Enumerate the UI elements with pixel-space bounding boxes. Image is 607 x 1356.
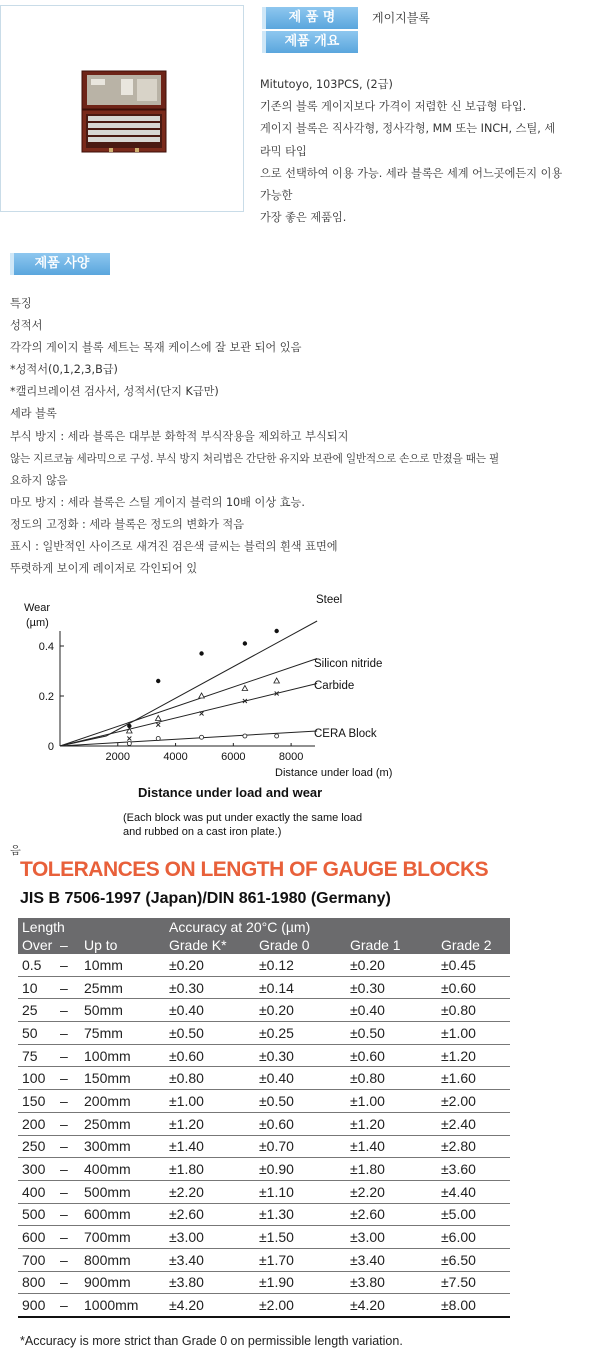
cell-grade-0: ±0.70 bbox=[255, 1135, 346, 1158]
cell-over: 800 bbox=[18, 1271, 56, 1294]
cell-grade-1: ±0.30 bbox=[346, 976, 437, 999]
cell-grade-k: ±0.40 bbox=[165, 999, 255, 1022]
cell-grade-2: ±0.45 bbox=[437, 954, 510, 976]
spec-line: 않는 지르코늄 세라믹으로 구성. 부식 방지 처리법은 간단한 유지와 보관에 일반적으로 손으로 만졌을 때는 필 bbox=[10, 452, 499, 465]
cell-over: 100 bbox=[18, 1067, 56, 1090]
spec-line: 성적서 bbox=[10, 319, 43, 333]
cell-grade-0: ±0.12 bbox=[255, 954, 346, 976]
cell-grade-2: ±0.80 bbox=[437, 999, 510, 1022]
cell-grade-1: ±1.40 bbox=[346, 1135, 437, 1158]
table-header-row bbox=[18, 936, 510, 954]
cell-grade-2: ±1.20 bbox=[437, 1044, 510, 1067]
overview-line: Mitutoyo, 103PCS, (2급) bbox=[260, 78, 393, 91]
cell-grade-2: ±1.60 bbox=[437, 1067, 510, 1090]
cell-grade-1: ±0.50 bbox=[346, 1022, 437, 1045]
cell-dash: – bbox=[56, 1158, 80, 1181]
cell-dash: – bbox=[56, 1112, 80, 1135]
data-point bbox=[156, 737, 160, 741]
cell-over: 75 bbox=[18, 1044, 56, 1067]
overview-line: 으로 선택하여 이용 가능. 세라 블록은 세계 어느곳에든지 이용 bbox=[260, 166, 563, 180]
cell-grade-k: ±0.60 bbox=[165, 1044, 255, 1067]
cell-grade-1: ±2.60 bbox=[346, 1203, 437, 1226]
cell-grade-2: ±2.40 bbox=[437, 1112, 510, 1135]
cell-over: 700 bbox=[18, 1248, 56, 1271]
cell-over: 10 bbox=[18, 976, 56, 999]
chart-axes bbox=[60, 631, 315, 746]
product-spec-label: 제품 사양 bbox=[10, 253, 110, 275]
header-grade-2: Grade 2 bbox=[437, 936, 510, 954]
tolerances-subtitle: JIS B 7506-1997 (Japan)/DIN 861-1980 (Germany) bbox=[20, 890, 391, 907]
product-name-value: 게이지블록 bbox=[372, 11, 430, 25]
cell-up-to: 900mm bbox=[80, 1271, 165, 1294]
cell-grade-1: ±1.20 bbox=[346, 1112, 437, 1135]
table-row bbox=[18, 1135, 510, 1158]
cell-dash: – bbox=[56, 1022, 80, 1045]
data-point bbox=[155, 716, 161, 721]
table-row bbox=[18, 954, 510, 976]
cell-grade-2: ±6.00 bbox=[437, 1226, 510, 1249]
data-point bbox=[199, 651, 203, 655]
y-axis-label: (µm) bbox=[26, 617, 49, 629]
overview-line: 기존의 블록 게이지보다 가격이 저렴한 신 보급형 타입. bbox=[260, 100, 527, 114]
cell-grade-0: ±1.90 bbox=[255, 1271, 346, 1294]
cell-over: 200 bbox=[18, 1112, 56, 1135]
cell-grade-k: ±4.20 bbox=[165, 1294, 255, 1317]
series-label: Silicon nitride bbox=[314, 658, 383, 670]
cell-grade-0: ±0.30 bbox=[255, 1044, 346, 1067]
table-row bbox=[18, 1203, 510, 1226]
table-row bbox=[18, 1226, 510, 1249]
cell-grade-0: ±1.70 bbox=[255, 1248, 346, 1271]
cell-dash: – bbox=[56, 999, 80, 1022]
cell-grade-k: ±1.20 bbox=[165, 1112, 255, 1135]
header-grade-k: Grade K* bbox=[165, 936, 255, 954]
tolerances-title: TOLERANCES ON LENGTH OF GAUGE BLOCKS bbox=[20, 858, 489, 881]
cell-grade-0: ±0.20 bbox=[255, 999, 346, 1022]
chart-caption: (Each block was put under exactly the same load bbox=[123, 812, 363, 824]
spec-text bbox=[10, 293, 605, 580]
cell-grade-0: ±0.40 bbox=[255, 1067, 346, 1090]
cell-dash: – bbox=[56, 1180, 80, 1203]
cell-grade-1: ±2.20 bbox=[346, 1180, 437, 1203]
data-point bbox=[275, 734, 279, 738]
header-length: Length bbox=[18, 918, 165, 936]
cell-grade-k: ±0.20 bbox=[165, 954, 255, 976]
cell-grade-1: ±3.80 bbox=[346, 1271, 437, 1294]
table-row bbox=[18, 1090, 510, 1113]
cell-grade-k: ±2.20 bbox=[165, 1180, 255, 1203]
cell-grade-1: ±3.00 bbox=[346, 1226, 437, 1249]
cell-grade-2: ±1.00 bbox=[437, 1022, 510, 1045]
overview-line: 가장 좋은 제품임. bbox=[260, 211, 347, 225]
gauge-block-case-image bbox=[81, 70, 167, 154]
cell-grade-k: ±3.80 bbox=[165, 1271, 255, 1294]
cell-up-to: 1000mm bbox=[80, 1294, 165, 1317]
spec-line: 특징 bbox=[10, 297, 32, 310]
data-point bbox=[200, 735, 204, 739]
y-tick-label: 0 bbox=[47, 741, 54, 753]
cell-grade-k: ±1.40 bbox=[165, 1135, 255, 1158]
cell-dash: – bbox=[56, 1090, 80, 1113]
cell-grade-2: ±4.40 bbox=[437, 1180, 510, 1203]
spec-line: 마모 방지 : 세라 블록은 스틸 게이지 블럭의 10배 이상 효능. bbox=[10, 495, 305, 509]
spec-line: 요하지 않음 bbox=[10, 473, 68, 487]
cell-grade-0: ±0.14 bbox=[255, 976, 346, 999]
chart-title: Distance under load and wear bbox=[138, 785, 323, 800]
cell-over: 25 bbox=[18, 999, 56, 1022]
series-line bbox=[60, 621, 317, 746]
cell-up-to: 250mm bbox=[80, 1112, 165, 1135]
cell-grade-0: ±1.10 bbox=[255, 1180, 346, 1203]
series-label: Steel bbox=[316, 594, 343, 606]
cell-dash: – bbox=[56, 1294, 80, 1317]
spec-line: 정도의 고정화 : 세라 블록은 정도의 변화가 적음 bbox=[10, 517, 244, 531]
data-point bbox=[199, 693, 205, 698]
spec-line: 표시 : 일반적인 사이즈로 새겨진 검은색 글씨는 블럭의 흰색 표면에 bbox=[10, 540, 338, 554]
overview-line: 라믹 타입 bbox=[260, 144, 307, 158]
data-point bbox=[243, 641, 247, 645]
cell-dash: – bbox=[56, 1067, 80, 1090]
cell-up-to: 10mm bbox=[80, 954, 165, 976]
cell-up-to: 400mm bbox=[80, 1158, 165, 1181]
series-label: CERA Block bbox=[314, 728, 377, 740]
chart-caption: and rubbed on a cast iron plate.) bbox=[123, 826, 282, 838]
cell-up-to: 800mm bbox=[80, 1248, 165, 1271]
header-grade-0: Grade 0 bbox=[255, 936, 346, 954]
cell-over: 400 bbox=[18, 1180, 56, 1203]
table-row bbox=[18, 1158, 510, 1181]
spec-trailing-char: 음 bbox=[10, 844, 21, 857]
cell-grade-k: ±1.00 bbox=[165, 1090, 255, 1113]
cell-grade-1: ±3.40 bbox=[346, 1248, 437, 1271]
x-tick-label: 4000 bbox=[163, 751, 188, 763]
cell-over: 300 bbox=[18, 1158, 56, 1181]
cell-up-to: 150mm bbox=[80, 1067, 165, 1090]
series-label: Carbide bbox=[314, 680, 355, 692]
product-photo-frame bbox=[0, 5, 244, 212]
cell-grade-k: ±2.60 bbox=[165, 1203, 255, 1226]
cell-grade-k: ±1.80 bbox=[165, 1158, 255, 1181]
table-row bbox=[18, 1067, 510, 1090]
cell-grade-2: ±3.60 bbox=[437, 1158, 510, 1181]
cell-grade-0: ±0.50 bbox=[255, 1090, 346, 1113]
cell-dash: – bbox=[56, 976, 80, 999]
cell-grade-2: ±6.50 bbox=[437, 1248, 510, 1271]
table-row bbox=[18, 1112, 510, 1135]
cell-over: 50 bbox=[18, 1022, 56, 1045]
header-accuracy: Accuracy at 20°C (µm) bbox=[165, 918, 510, 936]
data-point bbox=[127, 742, 131, 746]
overview-text bbox=[260, 74, 605, 229]
cell-grade-2: ±2.80 bbox=[437, 1135, 510, 1158]
cell-grade-1: ±1.00 bbox=[346, 1090, 437, 1113]
cell-up-to: 700mm bbox=[80, 1226, 165, 1249]
spec-line: 뚜렷하게 보이게 레이저로 각인되어 있 bbox=[10, 562, 198, 576]
table-row bbox=[18, 1294, 510, 1317]
product-name-label: 제 품 명 bbox=[262, 7, 358, 29]
cell-grade-0: ±1.50 bbox=[255, 1226, 346, 1249]
x-tick-label: 6000 bbox=[221, 751, 246, 763]
cell-grade-0: ±0.60 bbox=[255, 1112, 346, 1135]
table-row bbox=[18, 1271, 510, 1294]
header-up-to: Up to bbox=[80, 936, 165, 954]
cell-grade-1: ±4.20 bbox=[346, 1294, 437, 1317]
cell-grade-2: ±8.00 bbox=[437, 1294, 510, 1317]
data-point bbox=[156, 679, 160, 683]
cell-up-to: 25mm bbox=[80, 976, 165, 999]
cell-grade-2: ±0.60 bbox=[437, 976, 510, 999]
cell-grade-k: ±3.00 bbox=[165, 1226, 255, 1249]
cell-over: 900 bbox=[18, 1294, 56, 1317]
spec-line: 세라 블록 bbox=[10, 407, 57, 421]
chart-text bbox=[24, 594, 392, 838]
data-point bbox=[274, 629, 278, 633]
cell-up-to: 600mm bbox=[80, 1203, 165, 1226]
cell-grade-2: ±7.50 bbox=[437, 1271, 510, 1294]
overview-line: 게이지 블록은 직사각형, 정사각형, MM 또는 INCH, 스틸, 세 bbox=[260, 122, 556, 136]
cell-dash: – bbox=[56, 954, 80, 976]
cell-dash: – bbox=[56, 1248, 80, 1271]
cell-dash: – bbox=[56, 1226, 80, 1249]
y-tick-label: 0.4 bbox=[38, 641, 54, 653]
cell-grade-0: ±0.90 bbox=[255, 1158, 346, 1181]
cell-up-to: 75mm bbox=[80, 1022, 165, 1045]
series-steel bbox=[60, 621, 317, 746]
overview-line: 가능한 bbox=[260, 189, 293, 203]
cell-grade-0: ±2.00 bbox=[255, 1294, 346, 1317]
table-row bbox=[18, 1248, 510, 1271]
cell-over: 0.5 bbox=[18, 954, 56, 976]
x-tick-label: 2000 bbox=[105, 751, 131, 763]
table-header-row bbox=[18, 918, 510, 936]
table-row bbox=[18, 1022, 510, 1045]
cell-grade-1: ±0.80 bbox=[346, 1067, 437, 1090]
tolerances-body bbox=[18, 954, 510, 1317]
spec-line: *성적서(0,1,2,3,B급) bbox=[10, 363, 118, 377]
cell-up-to: 200mm bbox=[80, 1090, 165, 1113]
cell-over: 500 bbox=[18, 1203, 56, 1226]
x-axis-label: Distance under load (m) bbox=[275, 767, 393, 779]
cell-grade-k: ±3.40 bbox=[165, 1248, 255, 1271]
header-grade-1: Grade 1 bbox=[346, 936, 437, 954]
cell-over: 150 bbox=[18, 1090, 56, 1113]
wear-chart bbox=[0, 585, 607, 845]
cell-grade-2: ±2.00 bbox=[437, 1090, 510, 1113]
cell-grade-1: ±0.20 bbox=[346, 954, 437, 976]
cell-grade-0: ±0.25 bbox=[255, 1022, 346, 1045]
header-dash: – bbox=[56, 936, 80, 954]
data-point bbox=[242, 686, 248, 691]
tolerances-table bbox=[18, 918, 510, 1318]
cell-grade-k: ±0.80 bbox=[165, 1067, 255, 1090]
y-tick-label: 0.2 bbox=[38, 691, 54, 703]
cell-up-to: 100mm bbox=[80, 1044, 165, 1067]
table-row bbox=[18, 1044, 510, 1067]
data-point bbox=[274, 678, 280, 683]
cell-up-to: 300mm bbox=[80, 1135, 165, 1158]
cell-up-to: 50mm bbox=[80, 999, 165, 1022]
cell-dash: – bbox=[56, 1203, 80, 1226]
table-row bbox=[18, 999, 510, 1022]
spec-line: 부식 방지 : 세라 블록은 대부분 화학적 부식작용을 제외하고 부식되지 bbox=[10, 429, 349, 443]
cell-dash: – bbox=[56, 1135, 80, 1158]
cell-grade-1: ±0.60 bbox=[346, 1044, 437, 1067]
y-axis-label: Wear bbox=[24, 602, 51, 614]
spec-line: 각각의 게이지 블록 세트는 목재 케이스에 잘 보관 되어 있음 bbox=[10, 341, 302, 355]
cell-grade-k: ±0.50 bbox=[165, 1022, 255, 1045]
cell-up-to: 500mm bbox=[80, 1180, 165, 1203]
header-over: Over bbox=[18, 936, 56, 954]
cell-grade-1: ±1.80 bbox=[346, 1158, 437, 1181]
cell-over: 600 bbox=[18, 1226, 56, 1249]
data-point bbox=[243, 734, 247, 738]
product-overview-label: 제품 개요 bbox=[262, 31, 358, 53]
cell-grade-1: ±0.40 bbox=[346, 999, 437, 1022]
spec-line: *캘리브레이션 검사서, 성적서(단지 K급만) bbox=[10, 385, 219, 399]
chart-series bbox=[60, 621, 317, 746]
cell-grade-2: ±5.00 bbox=[437, 1203, 510, 1226]
tolerances-footnote: *Accuracy is more strict than Grade 0 on permissible length variation. bbox=[20, 1334, 403, 1348]
cell-grade-k: ±0.30 bbox=[165, 976, 255, 999]
cell-over: 250 bbox=[18, 1135, 56, 1158]
cell-dash: – bbox=[56, 1044, 80, 1067]
x-tick-label: 8000 bbox=[278, 751, 304, 763]
table-row bbox=[18, 1180, 510, 1203]
cell-dash: – bbox=[56, 1271, 80, 1294]
table-row bbox=[18, 976, 510, 999]
cell-grade-0: ±1.30 bbox=[255, 1203, 346, 1226]
